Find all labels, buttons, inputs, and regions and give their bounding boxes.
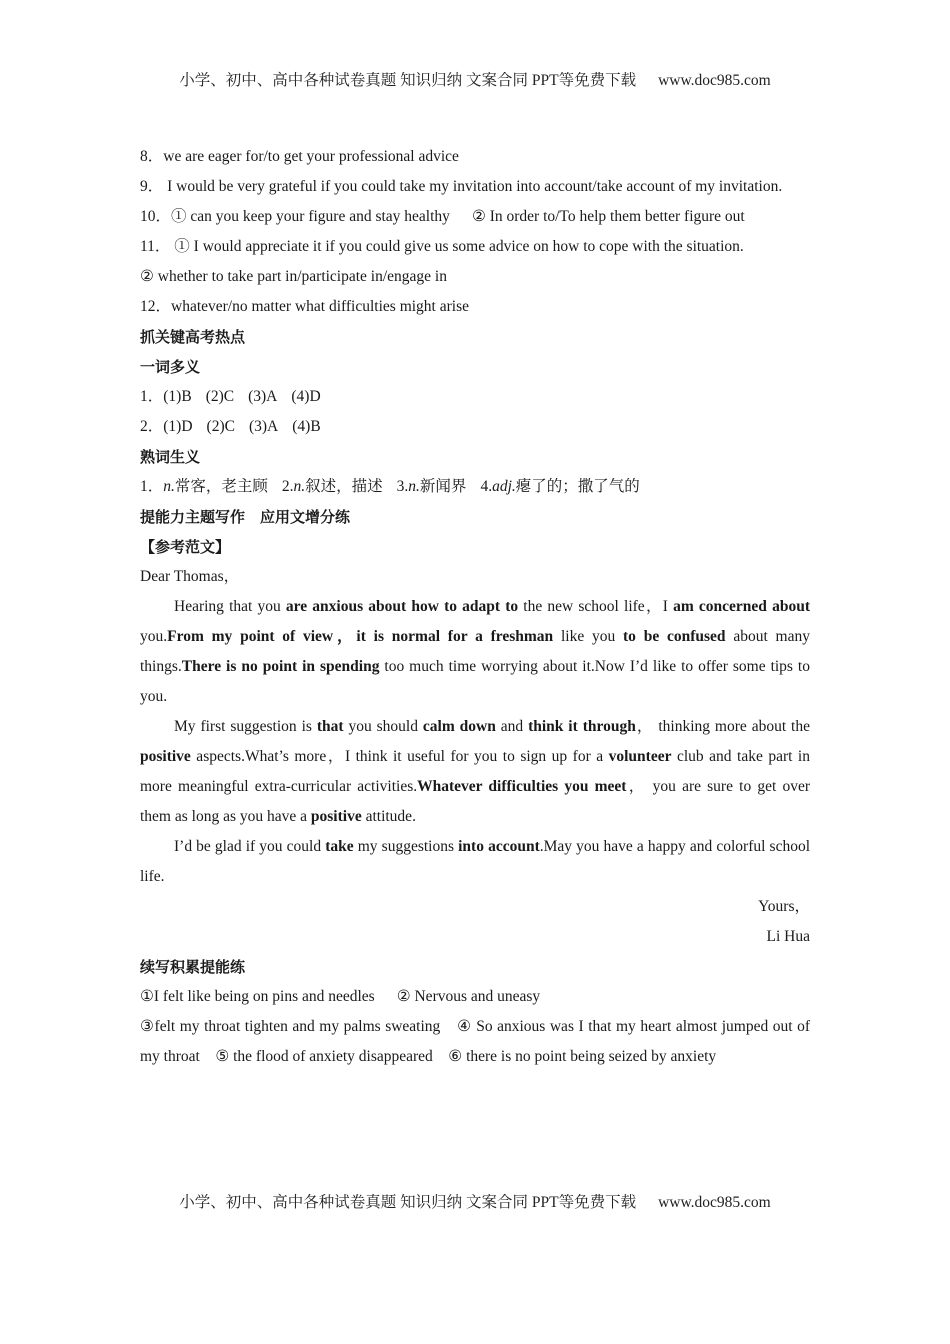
essay-text: and [495,718,529,735]
familiar-pos: n. [293,478,306,495]
familiar-row [140,472,810,502]
continuation-item: ② Nervous and uneasy [396,988,541,1005]
essay-keyphrase: am concerned about [673,598,810,615]
answer-11-part2: ② whether to take part in/participate in/engage in [140,268,447,285]
polysemy-row-2 [140,412,810,442]
polysemy-title: 一词多义 [140,358,201,376]
answer-8: 8．we are eager for/to get your professional advice [140,148,459,165]
familiar-num: 1． [140,478,164,495]
essay-text: aspects.What’s more，I think it useful for you to sign up for a [190,748,609,765]
familiar-pos: n. [408,478,420,495]
footer-site: www.doc985.com [658,1194,771,1211]
polysemy-answer: (4)D [291,388,321,405]
header-text: 小学、初中、高中各种试卷真题 知识归纳 文案合同 PPT等免费下载 [179,72,637,89]
essay-text: too much time worrying about it.Now I’d like to offer some tips to you. [140,658,810,705]
essay-keyphrase: calm down [422,718,496,735]
polysemy-answer: (2)C [206,418,235,435]
familiar-meaning: 瘪了的；撒了气的 [515,478,640,495]
writing-title: 提能力主题写作 应用文增分练 [140,508,351,526]
essay-text: about many things. [140,628,810,675]
signature: Li Hua [766,928,810,945]
familiar-meaning: 叙述，描述 [305,478,383,495]
familiar-meaning: 常客，老主顾 [174,478,268,495]
essay-paragraph-1 [140,592,810,712]
polysemy-answer: (1)B [163,388,192,405]
closing: Yours， [758,898,810,915]
polysemy-answer: (1)D [163,418,193,435]
essay-keyphrase: to be confused [623,628,726,645]
essay-keyphrase: positive [310,808,362,825]
essay-keyphrase: think it through [528,718,636,735]
answer-11-part1: 11． ① I would appreciate it if you could give us some advice on how to cope with the situation. [140,238,744,255]
essay-text: .May you have a happy and colorful school life. [140,838,811,885]
answer-12: 12．whatever/no matter what difficulties might arise [140,298,469,315]
reference-label: 【参考范文】 [140,538,231,556]
essay-paragraph-3 [140,832,810,892]
essay-text: attitude. [361,808,416,825]
essay-text: ， thinking more about the [635,718,810,735]
polysemy-answer: (3)A [248,418,279,435]
essay-keyphrase: into account [458,838,540,855]
polysemy-answer: (2)C [205,388,235,405]
familiar-num: 4. [480,478,493,495]
essay-keyphrase: From my point of view，it is normal for a freshman [167,628,554,645]
essay-keyphrase: take [325,838,354,855]
polysemy-row-1 [140,382,810,412]
essay-text: I’d be glad if you could [174,838,326,855]
essay-text: you. [140,628,168,645]
continuation-item: ①I felt like being on pins and needles [140,988,375,1005]
section-title: 抓关键高考热点 [140,328,246,346]
familiar-meaning: 新闻界 [419,478,467,495]
essay-text: ， you are sure to get over them as long as you have a [140,778,810,825]
document-body [140,142,810,1072]
essay-text: my suggestions [353,838,459,855]
essay-text: the new school life，I [518,598,674,615]
essay-keyphrase: are anxious about how to adapt to [285,598,519,615]
essay-text: you should [343,718,423,735]
page-header [0,68,950,90]
continuation-line-1 [140,982,810,1012]
essay-keyphrase: There is no point in spending [181,658,380,675]
essay-text: My first suggestion is [174,718,317,735]
essay-text: club and take part in more meaningful extra-curricular activities. [140,748,810,795]
familiar-pos: adj. [492,478,516,495]
essay-keyphrase: Whatever difficulties you meet [417,778,627,795]
footer-text: 小学、初中、高中各种试卷真题 知识归纳 文案合同 PPT等免费下载 [179,1194,637,1211]
essay-keyphrase: positive [140,748,191,765]
salutation: Dear Thomas， [140,568,240,585]
polysemy-row-num: 2． [140,418,164,435]
continuation-title: 续写积累提能练 [140,958,246,976]
polysemy-answer: (4)B [292,418,321,435]
answer-10-num: 10． [140,208,172,225]
essay-text: Hearing that you [174,598,286,615]
familiar-title: 熟词生义 [140,448,201,466]
answer-9: 9． I would be very grateful if you could take my invitation into account/take account of my invitation. [140,178,783,195]
polysemy-row-num: 1． [140,388,164,405]
answer-10 [140,202,810,232]
familiar-pos: n. [163,478,175,495]
familiar-num: 3. [396,478,409,495]
essay-paragraph-2 [140,712,810,832]
essay-keyphrase: that [316,718,344,735]
page-footer [0,1190,950,1212]
familiar-num: 2. [281,478,294,495]
header-site: www.doc985.com [658,72,771,89]
essay-text: like you [553,628,624,645]
continuation-paragraph: ③felt my throat tighten and my palms sweating ④ So anxious was I that my heart almost jumped out of my throat ⑤ the flood of anxiety disappeared ⑥ there is no point being seized by anxiety [140,1018,810,1065]
answer-10-part2: ② In order to/To help them better figure out [471,208,745,225]
polysemy-answer: (3)A [248,388,278,405]
answer-10-part1: ① can you keep your figure and stay healthy [171,208,450,225]
essay-keyphrase: volunteer [608,748,672,765]
